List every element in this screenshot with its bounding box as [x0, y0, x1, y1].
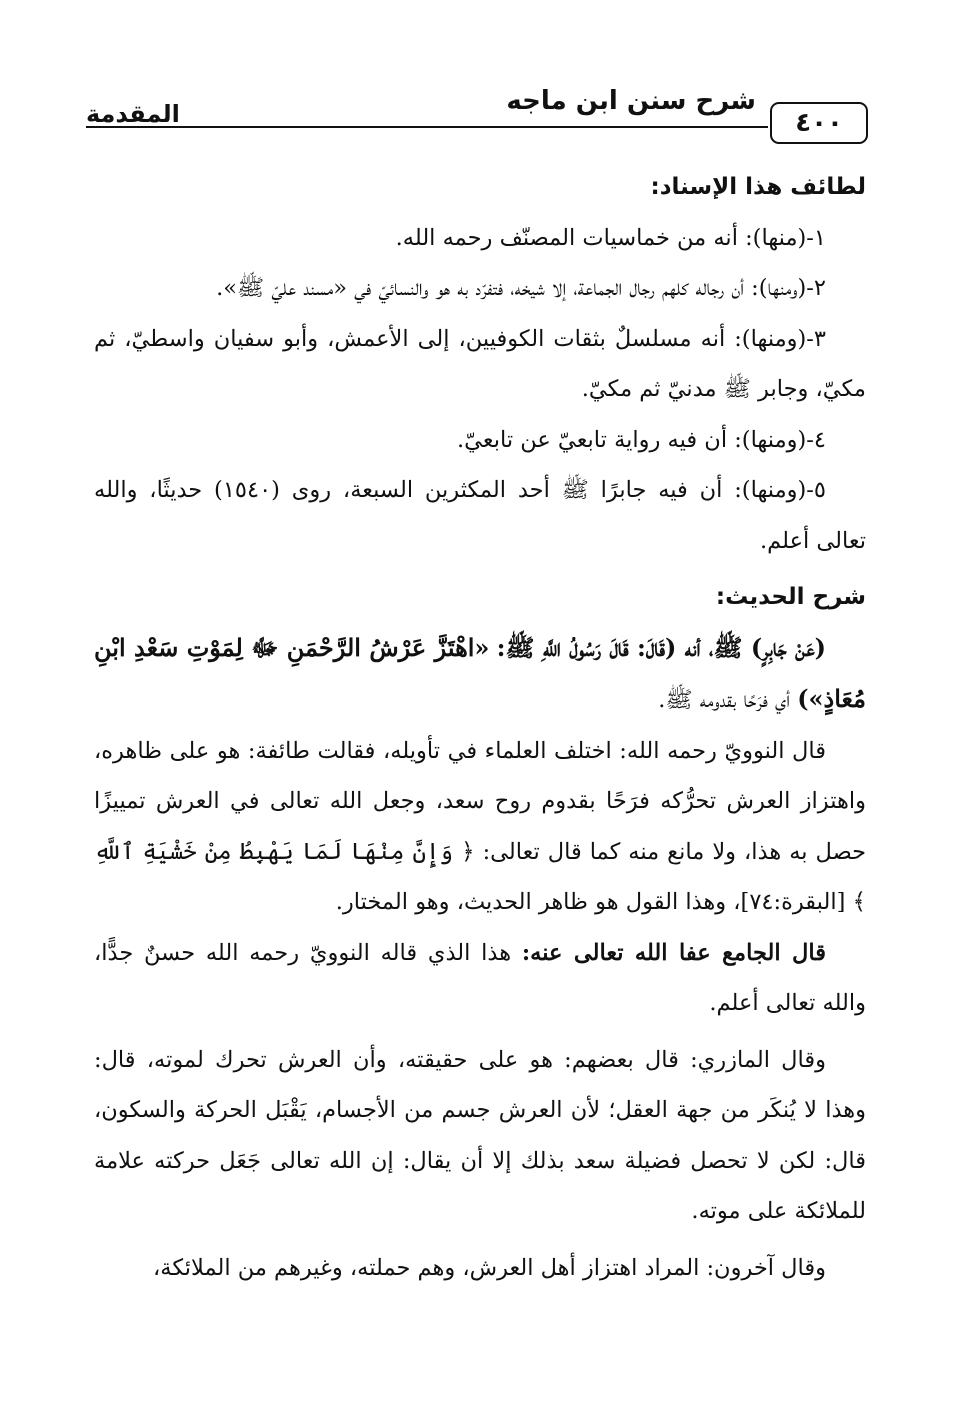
hadith-after: أي فرَحًا بقدومه ﷺ. [658, 687, 791, 713]
others-paragraph: وقال آخرون: المراد اهتزاز أهل العرش، وهم حملته، وغيرهم من الملائكة، [153, 1254, 826, 1281]
isnad-item-3: ٣-(ومنها): أنه مسلسلٌ بثقات الكوفيين، إلى الأعمش، وأبو سفيان واسطيّ، ثم مكيّ، وجابر ﷺ مدنيّ ثم مكيّ. [94, 325, 866, 402]
isnad-item-5: ٥-(ومنها): أن فيه جابرًا ﷺ أحد المكثرين السبعة، روى (١٥٤٠) حديثًا، والله تعالى أعلم. [94, 477, 866, 554]
page-header [86, 86, 868, 146]
page-number-box [770, 102, 868, 144]
quran-verse: ﴿ وَإِنَّ مِنْهَا لَمَا يَهْبِطُ مِنْ خَشْيَةِ ٱللَّهِ ﴾ [94, 838, 866, 915]
jami-paragraph [94, 928, 866, 1029]
hadith-paragraph [94, 623, 866, 726]
isnad-heading: لطائف هذا الإسناد: [650, 174, 866, 200]
page-number: ٤٠٠ [795, 108, 843, 138]
hadith-text: «اهْتَزَّ عَرْشُ الرَّحْمَنِ ﷻ لِمَوْتِ سَعْدِ ابْنِ مُعَاذٍ») [94, 632, 866, 713]
jami-text: هذا الذي قاله النوويّ رحمه الله حسنٌ جدًّا، والله تعالى أعلم. [94, 939, 866, 1016]
section-title: المقدمة [86, 100, 180, 128]
nawawi-paragraph [94, 726, 866, 928]
maziri-paragraph: وقال المازري: قال بعضهم: هو على حقيقته، وأن العرش تحرك لموته، قال: وهذا لا يُنكَر من جهة العقل؛ لأن العرش جسم من الأجسام، يَقْبَل الحركة والسكون، قال: لكن لا تحصل فضيلة سعد بذلك إلا أن يقال: إن الله تعالى جَعَل حركته علامة للملائكة على موته. [94, 1046, 866, 1224]
jami-label: قال الجامع عفا الله تعالى عنه: [521, 939, 826, 966]
header-rule [86, 126, 768, 128]
isnad-item-4: ٤-(ومنها): أن فيه رواية تابعيّ عن تابعيّ. [456, 426, 826, 453]
book-title: شرح سنن ابن ماجه [506, 86, 756, 116]
hadith-intro: (عَنْ جَابِرٍ) ﷺ، أنه (قَالَ: قَالَ رَسُولُ اللَّهِ ﷺ: [496, 632, 827, 662]
sharh-heading: شرح الحديث: [715, 584, 866, 610]
isnad-item-2: ٢-(ومنها): أن رجاله كلهم رجال الجماعة، إلا شيخه، فتفرّد به هو والنسائيّ في «مسند عليّ ﷺ». [216, 275, 826, 301]
nawawi-text-2: [البقرة:٧٤]، وهذا القول هو ظاهر الحديث، وهو المختار. [335, 889, 846, 915]
page-body [94, 162, 866, 1293]
nawawi-text-1: قال النوويّ رحمه الله: اختلف العلماء في تأويله، فقالت طائفة: هو على ظاهره، واهتزاز العرش تحرُّكه فرَحًا بقدوم روح سعد، وجعل الله تعالى في العرش تمييزًا حصل به هذا، ولا مانع منه كما قال تعالى: [94, 737, 867, 865]
isnad-item-1: ١-(منها): أنه من خماسيات المصنّف رحمه الله. [395, 224, 826, 251]
